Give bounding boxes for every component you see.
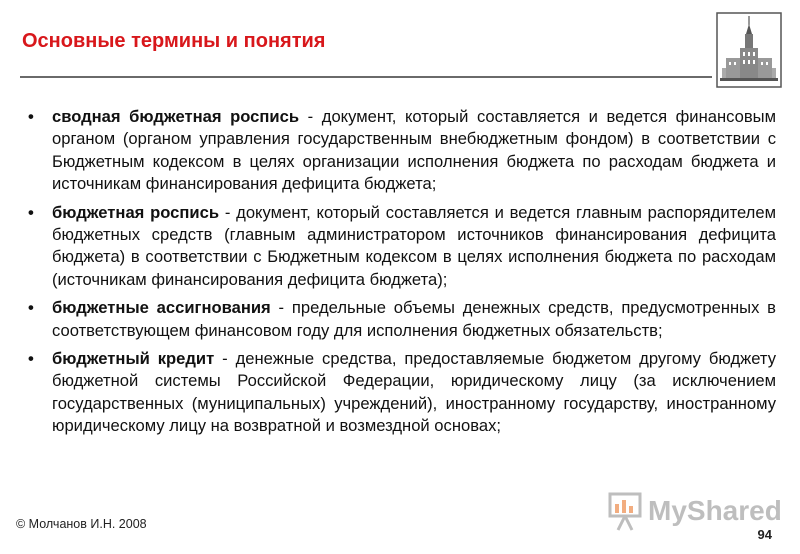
footer-copyright: © Молчанов И.Н. 2008: [16, 517, 147, 531]
title-divider: [20, 76, 712, 78]
page-number: 94: [757, 527, 772, 542]
presentation-board-icon: [610, 494, 640, 530]
term-name: бюджетная роспись: [52, 202, 220, 222]
term-definition: - документ, который составляется и ведется главным распорядителем бюджетных средств (главным администратором источников финансирования дефицита бюджета) в соответствии с Бюджетным кодексом в целях исполнения бюджета по расходам (источникам финансирования дефицита бюджета);: [52, 202, 776, 289]
bullet-icon: •: [28, 298, 34, 318]
terms-list: [22, 106, 776, 438]
term-name: сводная бюджетная роспись: [52, 107, 300, 126]
list-item: [22, 297, 776, 342]
term-definition: - документ, который составляется и ведется финансовым органом (органом управления государственным внебюджетным фондом) в соответствии с Бюджетным кодексом в целях организации исполнения бюджета по расходам бюджета и источникам финансирования дефицита бюджета;: [52, 107, 776, 194]
list-item: [22, 348, 776, 438]
term-definition: - предельные объемы денежных средств, предусмотренных в соответствующем финансовом году для исполнения бюджетных обязательств;: [52, 298, 776, 340]
bullet-icon: •: [28, 349, 34, 369]
slide-title: Основные термины и понятия: [22, 30, 326, 52]
term-name: бюджетный кредит: [52, 349, 215, 369]
list-item: [22, 202, 776, 292]
term-definition: - денежные средства, предоставляемые бюджетом другому бюджету бюджетной системы Российской Федерации, юридическому лицу (за исключением государственных (муниципальных) учреждений), иностранному государству, иностранному юридическому лицу на возвратной и возмездной основах;: [52, 349, 777, 436]
university-building-logo: [716, 12, 782, 88]
bullet-icon: •: [28, 107, 34, 126]
watermark-text: MyShared: [648, 495, 782, 526]
slide-content: [22, 106, 776, 444]
bullet-icon: •: [28, 202, 34, 222]
term-name: бюджетные ассигнования: [52, 298, 271, 318]
list-item: [22, 106, 776, 196]
